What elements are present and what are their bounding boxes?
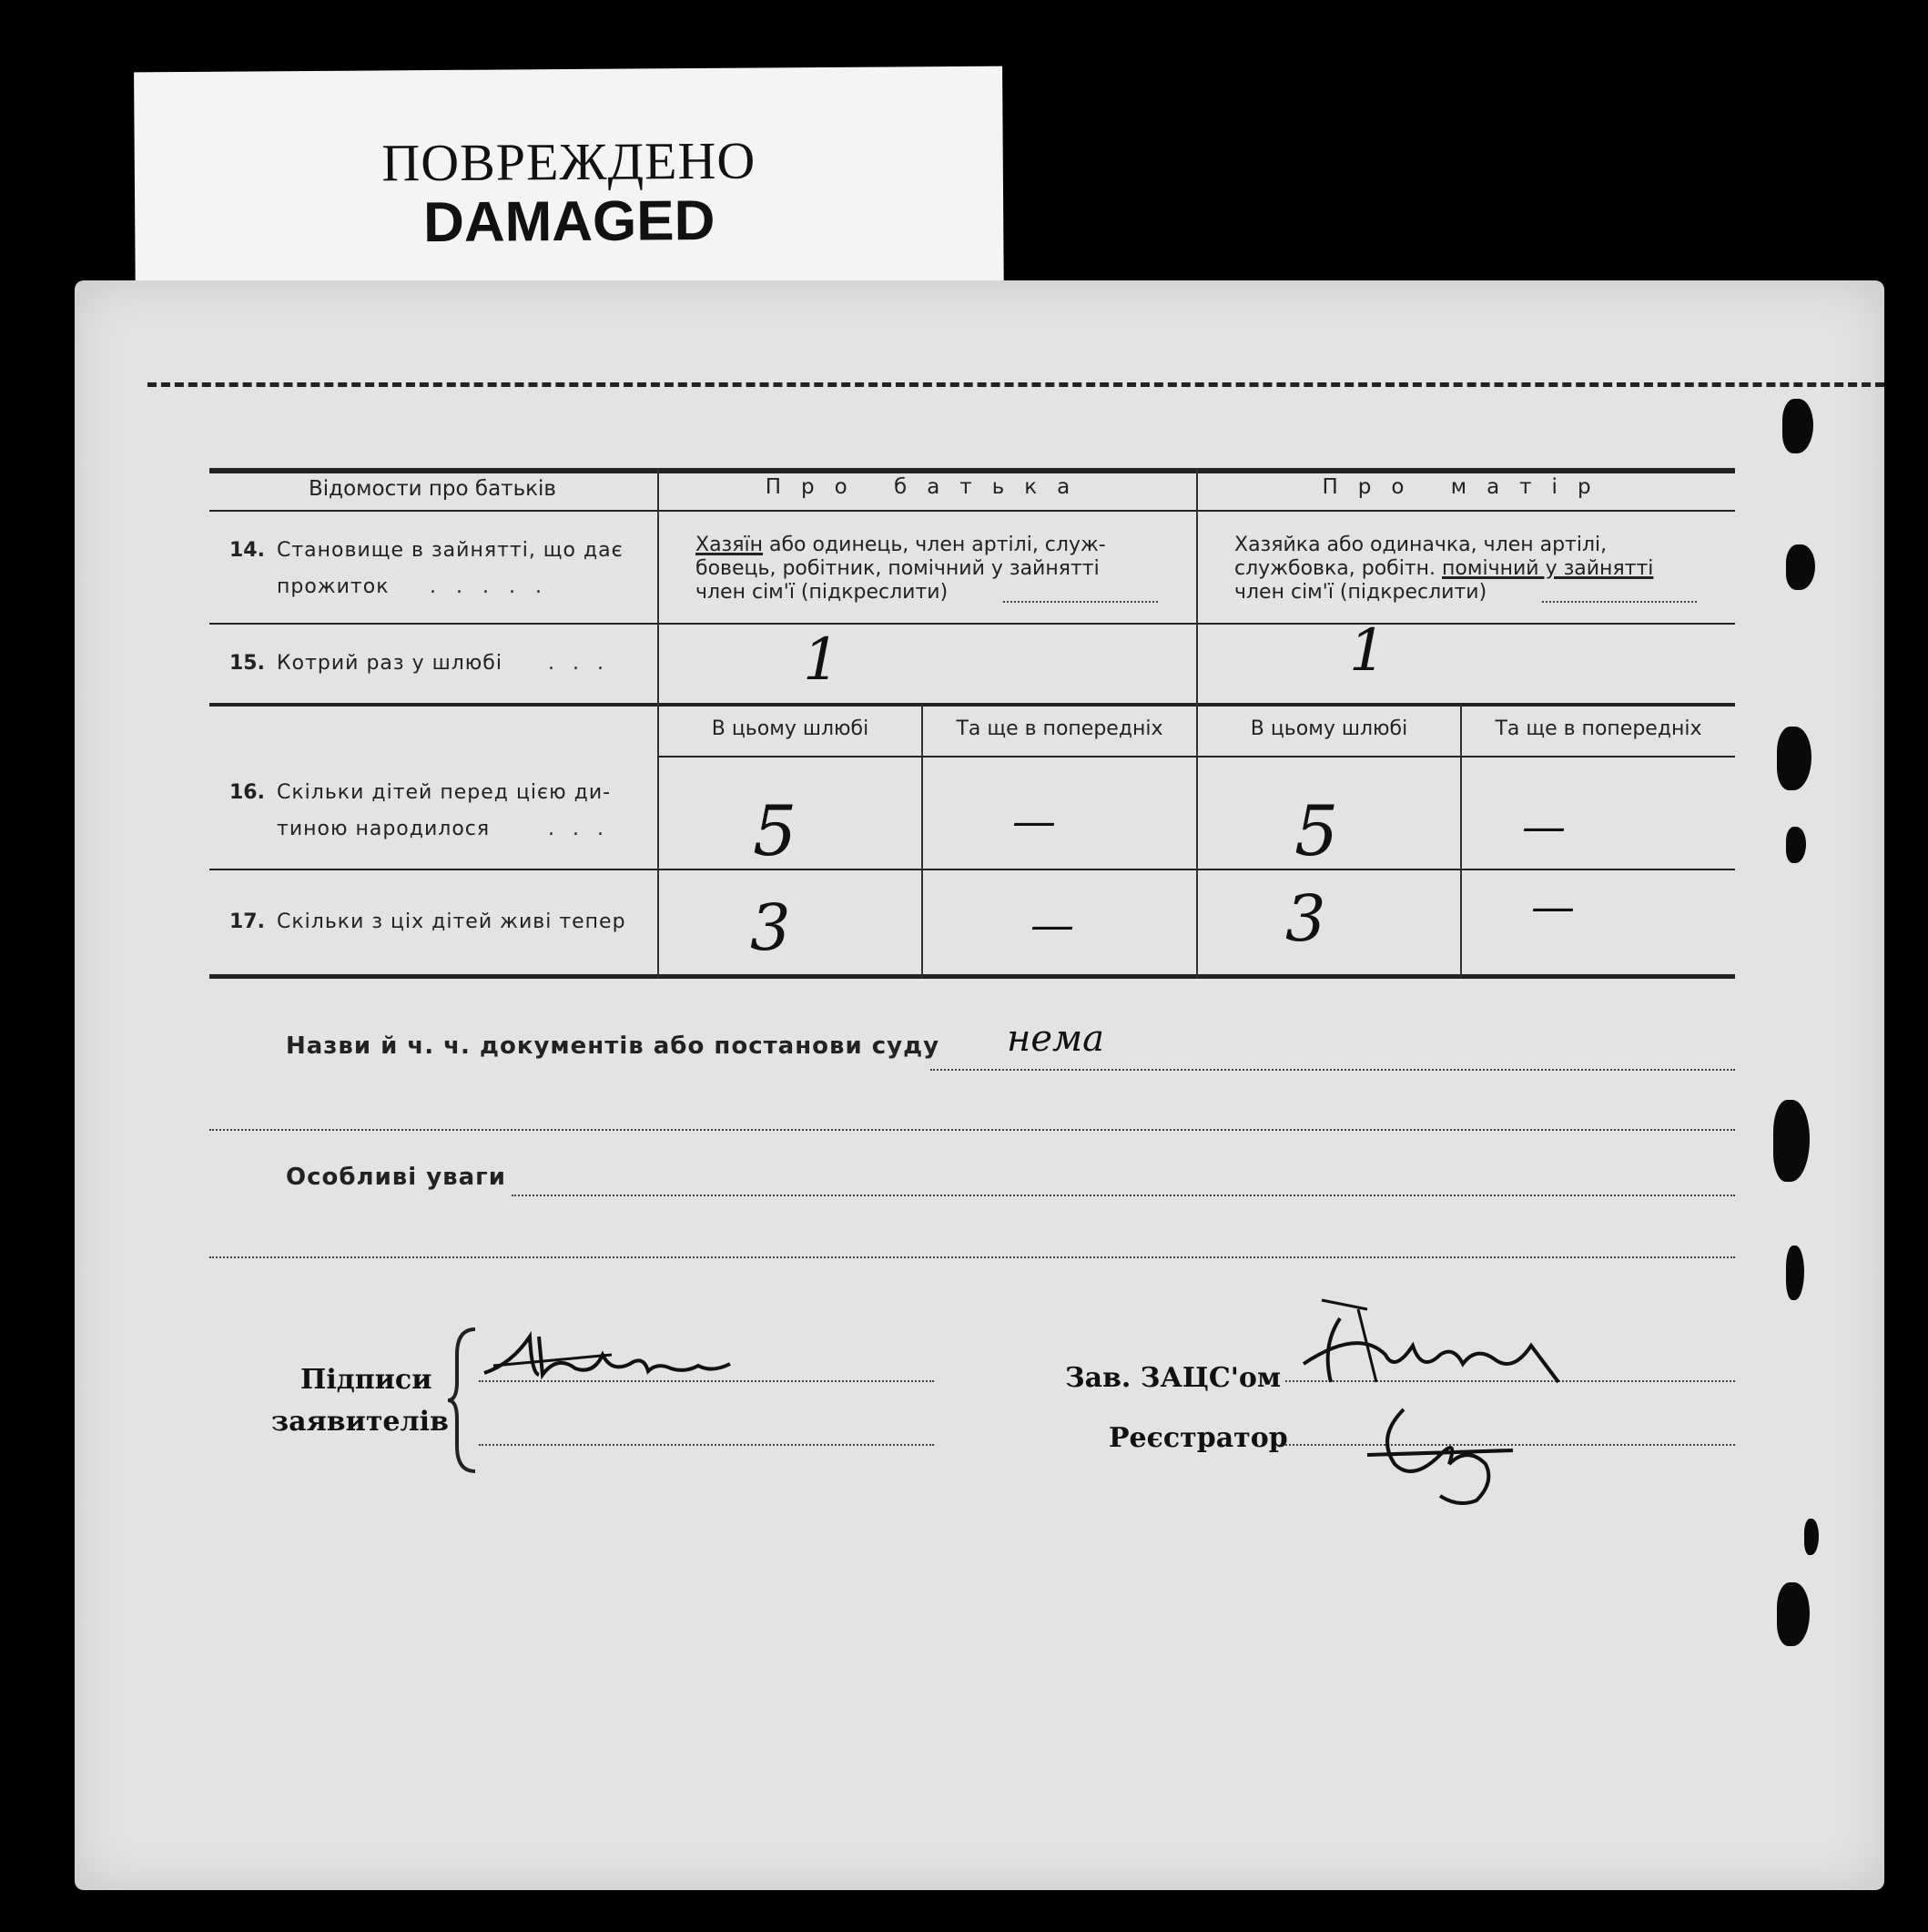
underlined-word: помічний у зайнятті: [1442, 557, 1654, 580]
head-signature: [1285, 1291, 1577, 1409]
row15-mother-value: 1: [1349, 617, 1386, 685]
table-col-divider: [921, 705, 923, 978]
row15-label: Котрий раз у шлюбі: [277, 652, 502, 675]
damage-hole: [1804, 1519, 1819, 1555]
table-top-rule: [209, 468, 1735, 473]
label-russian: ПОВРЕЖДЕНО: [381, 130, 756, 193]
row15-father-value: 1: [803, 626, 840, 694]
row16-mother-this: 5: [1294, 790, 1339, 871]
header-mother: Про матір: [1322, 475, 1611, 499]
row14-father-line2: бовець, робітник, помічний у зайнятті: [695, 557, 1100, 580]
row16-father-prev: —: [1012, 796, 1056, 847]
head-signature-label: Зав. ЗАЦС'ом: [1065, 1362, 1281, 1394]
damage-hole: [1773, 1100, 1810, 1182]
row14-mother-dotline: [1542, 601, 1697, 603]
documents-dotline: [930, 1069, 1735, 1071]
table-col-divider: [1460, 705, 1462, 978]
damaged-label: [134, 66, 1004, 317]
registrar-signature-label: Реєстратор: [1109, 1422, 1288, 1454]
row17-label: Скільки з ціх дітей живі тепер: [277, 910, 626, 933]
row14-mother-line1: Хазяйка або одиначка, член артілі,: [1234, 534, 1608, 556]
row16-number: 16.: [229, 781, 265, 804]
row17-mother-prev: —: [1531, 881, 1575, 932]
row15-number: 15.: [229, 652, 265, 675]
applicants-signature-label-2: заявителів: [271, 1406, 449, 1438]
header-parents-info: Відомости про батьків: [309, 477, 556, 501]
row16-label-dots: ...: [548, 818, 622, 840]
row16-label-b: тиною народилося: [277, 818, 491, 840]
row16-father-this: 5: [753, 790, 797, 871]
applicant-signature-line-2: [479, 1444, 934, 1446]
damage-hole: [1786, 544, 1815, 590]
documents-label: Назви й ч. ч. документів або постанови суду: [286, 1032, 940, 1060]
table-row14-rule: [209, 623, 1735, 625]
registrar-signature: [1349, 1400, 1549, 1510]
table-row16-rule: [209, 869, 1735, 870]
document-sheet: [75, 280, 1884, 1890]
subheader-mother-this: В цьому шлюбі: [1250, 717, 1408, 740]
row14-label-a: Становище в зайнятті, що дає: [277, 539, 624, 562]
remarks-label: Особливі уваги: [286, 1164, 506, 1191]
documents-value: нема: [1007, 1018, 1105, 1060]
damage-hole: [1777, 727, 1811, 790]
row17-father-this: 3: [750, 890, 791, 965]
row17-number: 17.: [229, 910, 265, 933]
damage-hole: [1786, 1246, 1804, 1300]
subheader-mother-previous: Та ще в попередніх: [1495, 717, 1702, 740]
applicant-signature: [475, 1318, 748, 1400]
damage-hole: [1786, 827, 1806, 863]
table-header-rule: [209, 510, 1735, 512]
underlined-word: Хазяїн: [695, 534, 763, 556]
subheader-father-previous: Та ще в попередніх: [956, 717, 1163, 740]
row14-label-dots: .....: [430, 575, 562, 598]
perforation-line: [147, 382, 1884, 387]
label-english: DAMAGED: [422, 188, 715, 255]
row14-father-line3: член сім'ї (підкреслити): [695, 581, 949, 604]
header-father: Про батька: [765, 475, 1091, 499]
row14-father-dotline: [1003, 601, 1158, 603]
remarks-dotline: [512, 1195, 1735, 1196]
row14-mother-line2-a: службовка, робітн.: [1234, 557, 1443, 580]
row14-mother-line3: член сім'ї (підкреслити): [1234, 581, 1487, 604]
row14-father-line1-rest: або одинець, член артілі, служ-: [762, 534, 1106, 556]
row15-label-dots: ...: [548, 652, 622, 675]
applicants-signature-label-1: Підписи: [300, 1364, 432, 1396]
damage-hole: [1782, 399, 1813, 453]
remarks-dotline-2: [209, 1256, 1735, 1258]
table-row15-rule: [209, 703, 1735, 707]
row16-label-a: Скільки дітей перед цією ди-: [277, 781, 612, 804]
documents-dotline-2: [209, 1129, 1735, 1131]
row17-mother-this: 3: [1285, 881, 1326, 956]
subheader-father-this: В цьому шлюбі: [711, 717, 869, 740]
table-bottom-rule: [209, 974, 1735, 979]
row14-number: 14.: [229, 539, 265, 562]
row14-label-b: прожиток: [277, 575, 390, 598]
row16-mother-prev: —: [1522, 801, 1566, 852]
row17-father-prev: —: [1030, 900, 1074, 951]
damage-hole: [1777, 1582, 1810, 1646]
